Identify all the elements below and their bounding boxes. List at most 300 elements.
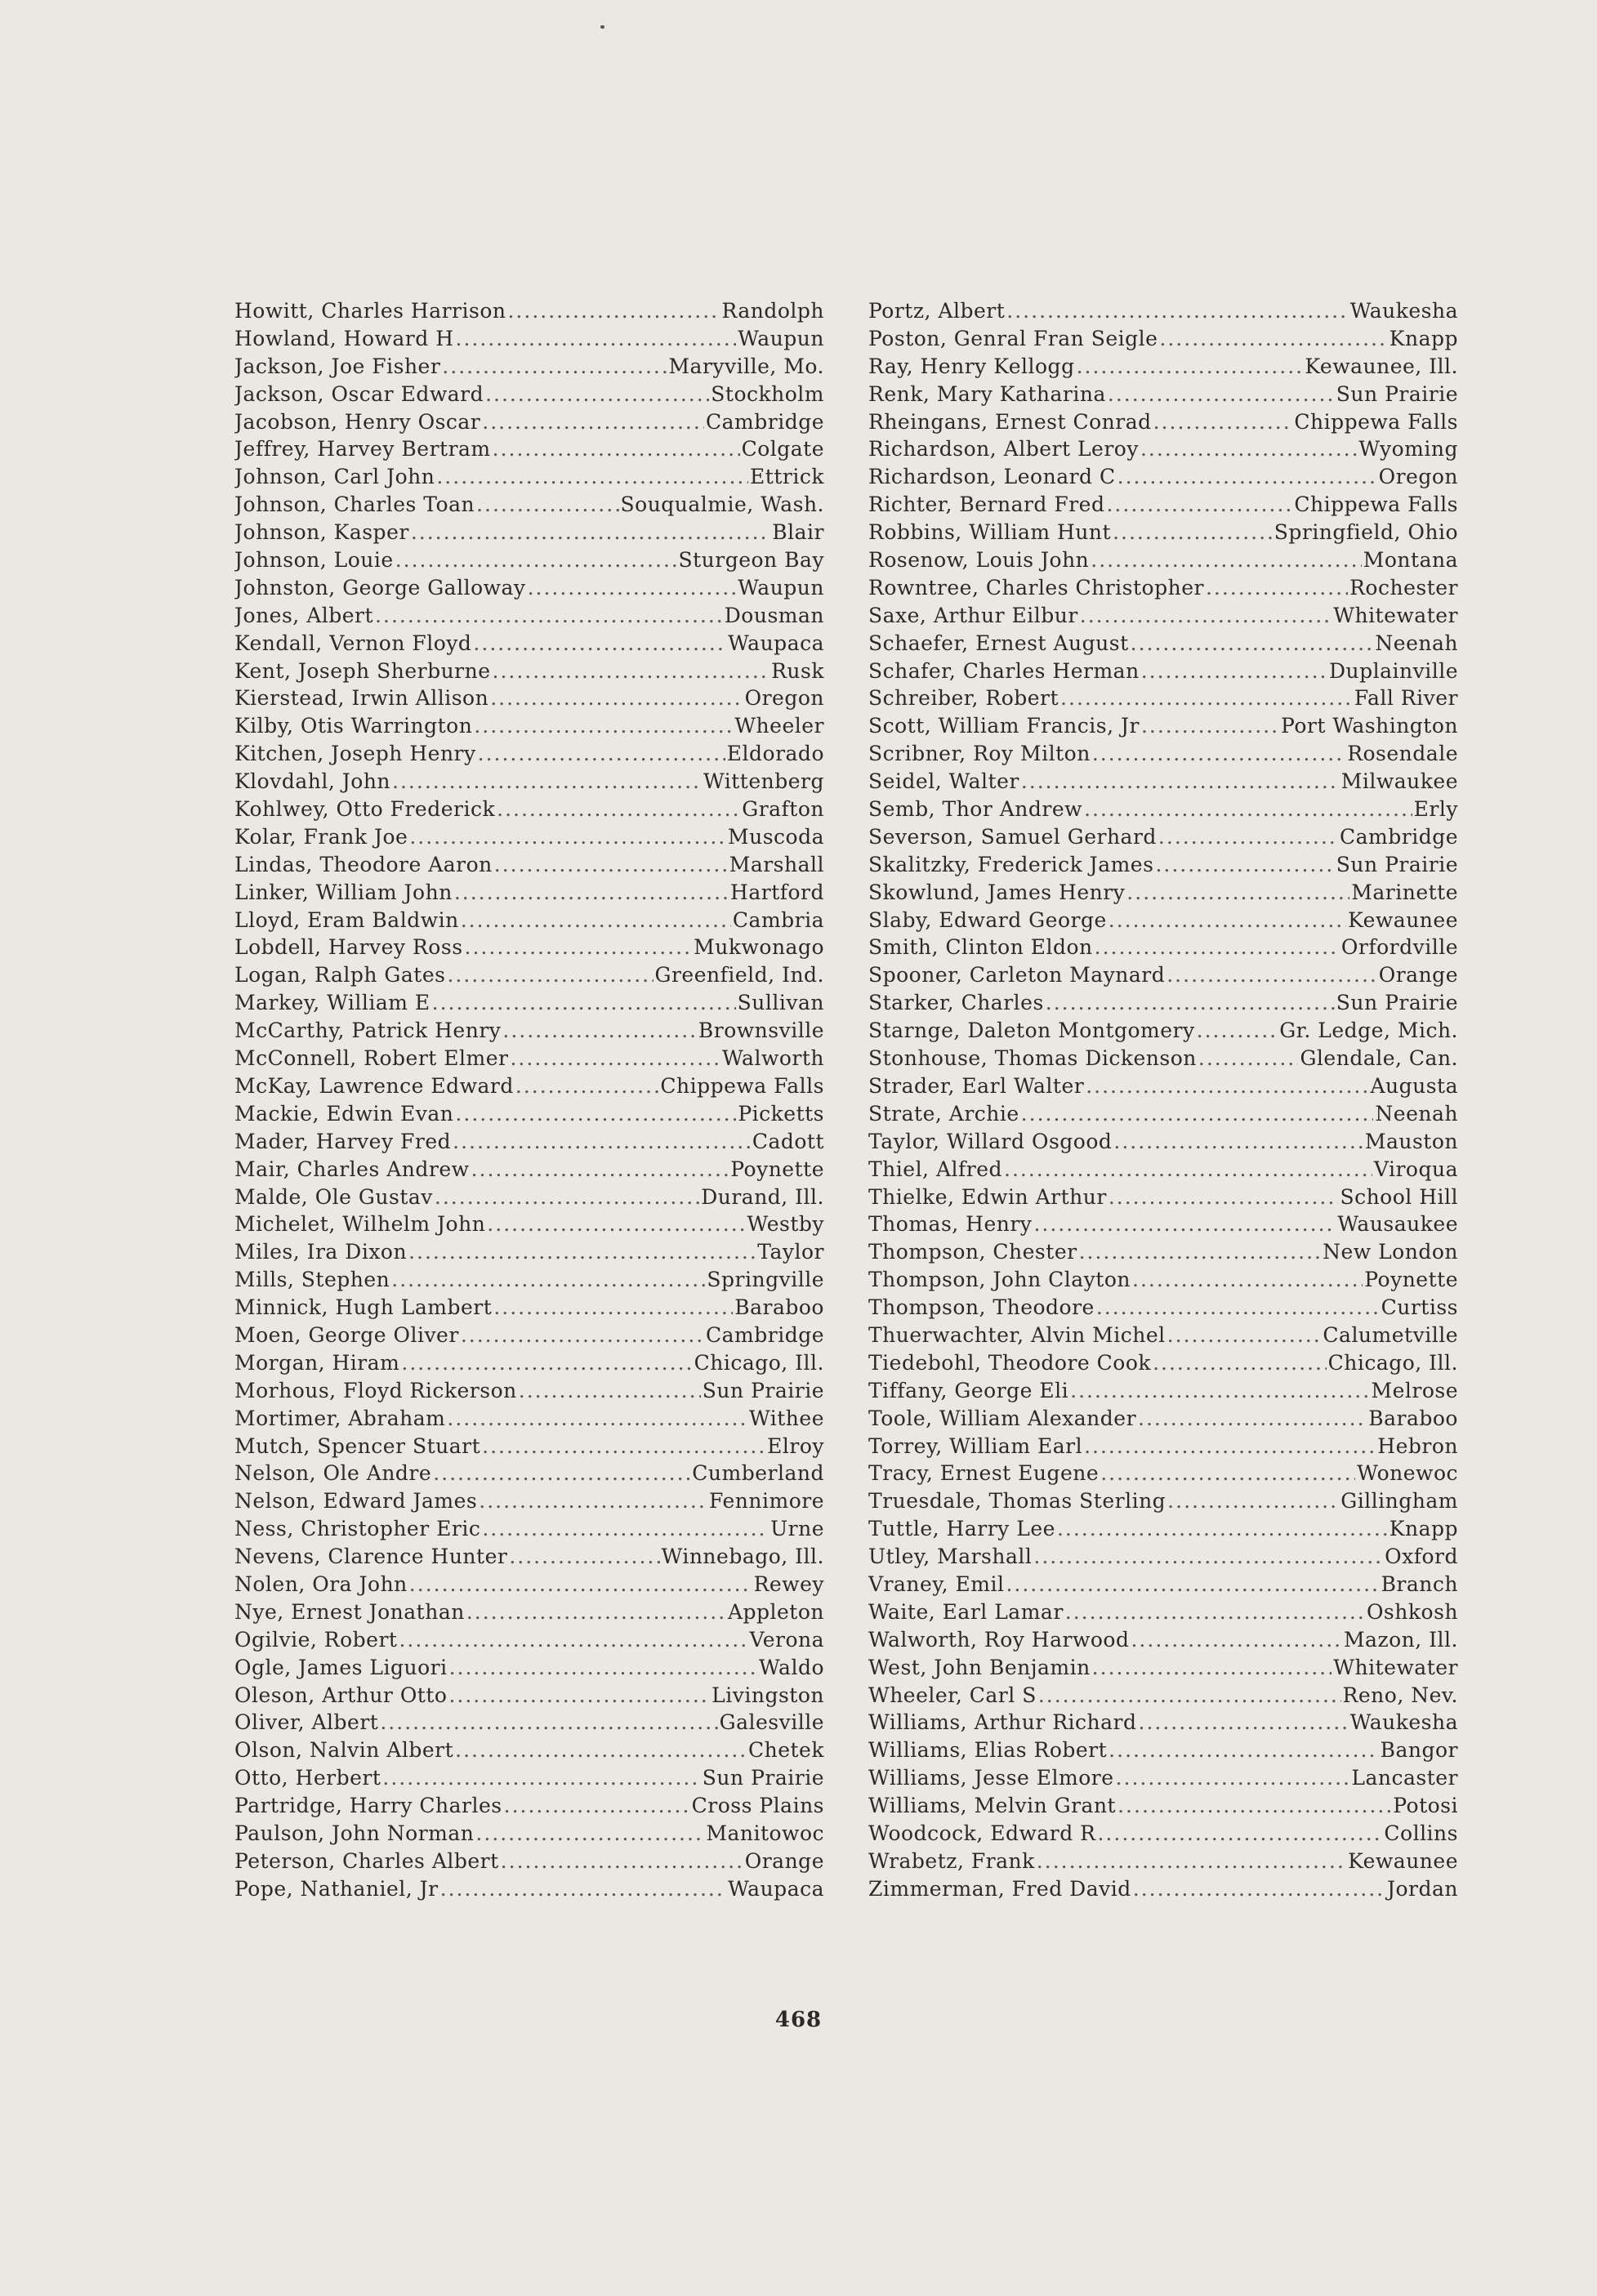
entry-place: Calumetville bbox=[1323, 1322, 1458, 1347]
entry-name: Mortimer, Abraham bbox=[234, 1406, 446, 1430]
entry-name: Otto, Herbert bbox=[234, 1766, 381, 1790]
directory-entry bbox=[234, 299, 824, 327]
directory-entry bbox=[868, 1240, 1458, 1268]
directory-entry bbox=[234, 1407, 824, 1434]
directory-entry bbox=[868, 520, 1458, 548]
entry-name: Rheingans, Ernest Conrad bbox=[868, 409, 1152, 434]
entry-place: Knapp bbox=[1389, 1517, 1458, 1541]
entry-name: Ray, Henry Kellogg bbox=[868, 354, 1075, 378]
directory-entry bbox=[868, 659, 1458, 687]
entry-name: Lobdell, Harvey Ross bbox=[234, 935, 463, 960]
entry-place: Maryville, Mo. bbox=[668, 354, 824, 378]
entry-place: Ettrick bbox=[750, 465, 824, 489]
directory-entry bbox=[234, 825, 824, 853]
dot-leader bbox=[478, 742, 725, 765]
dot-leader bbox=[1109, 908, 1346, 932]
entry-name: Schaefer, Ernest August bbox=[868, 631, 1129, 655]
entry-place: Milwaukee bbox=[1340, 769, 1458, 794]
entry-place: School Hill bbox=[1340, 1184, 1458, 1209]
directory-entry bbox=[234, 1517, 824, 1545]
entry-name: Skowlund, James Henry bbox=[868, 880, 1126, 904]
entry-place: Oxford bbox=[1385, 1545, 1458, 1569]
directory-entry bbox=[868, 327, 1458, 354]
directory-entry bbox=[234, 1572, 824, 1600]
directory-entry bbox=[868, 1738, 1458, 1766]
dot-leader bbox=[1117, 1794, 1391, 1817]
directory-entry bbox=[868, 991, 1458, 1019]
dot-leader bbox=[1109, 1185, 1339, 1209]
directory-entry bbox=[234, 437, 824, 465]
dot-leader bbox=[1158, 825, 1338, 849]
entry-place: Chippewa Falls bbox=[1294, 493, 1458, 517]
entry-place: Poynette bbox=[1364, 1268, 1458, 1292]
directory-entry bbox=[234, 1379, 824, 1407]
entry-place: Bangor bbox=[1380, 1738, 1458, 1763]
dot-leader bbox=[375, 604, 723, 627]
dot-leader bbox=[1077, 354, 1304, 378]
entry-place: Westby bbox=[747, 1212, 824, 1237]
directory-entry bbox=[234, 1019, 824, 1046]
entry-name: Jacobson, Henry Oscar bbox=[234, 409, 481, 434]
dot-leader bbox=[395, 548, 677, 572]
dot-leader bbox=[1060, 686, 1353, 710]
directory-entry bbox=[234, 1268, 824, 1295]
directory-entry bbox=[234, 1240, 824, 1268]
entry-name: Moen, George Oliver bbox=[234, 1322, 459, 1347]
entry-name: Olson, Nalvin Albert bbox=[234, 1738, 454, 1763]
entry-place: Sun Prairie bbox=[1336, 381, 1458, 406]
entry-name: Starnge, Daleton Montgomery bbox=[868, 1019, 1195, 1043]
entry-name: Lindas, Theodore Aaron bbox=[234, 852, 493, 876]
dot-leader bbox=[455, 1102, 736, 1126]
dot-leader bbox=[447, 963, 653, 987]
entry-name: Kolar, Frank Joe bbox=[234, 824, 408, 849]
directory-entry bbox=[234, 1821, 824, 1849]
entry-place: Fennimore bbox=[709, 1489, 824, 1514]
entry-place: Durand, Ill. bbox=[701, 1184, 824, 1209]
entry-name: Johnston, George Galloway bbox=[234, 575, 526, 600]
directory-entry bbox=[234, 714, 824, 742]
entry-name: Nelson, Edward James bbox=[234, 1489, 478, 1514]
entry-place: Rosendale bbox=[1347, 742, 1458, 766]
entry-name: Poston, Genral Fran Seigle bbox=[868, 326, 1158, 350]
dot-leader bbox=[509, 1545, 659, 1568]
entry-place: Galesville bbox=[719, 1710, 824, 1735]
entry-place: Oregon bbox=[1378, 465, 1458, 489]
directory-entry bbox=[868, 1295, 1458, 1323]
entry-name: Waite, Earl Lamar bbox=[868, 1599, 1064, 1624]
entry-place: Cumberland bbox=[692, 1461, 824, 1486]
entry-place: Wittenberg bbox=[703, 769, 824, 794]
dot-leader bbox=[485, 382, 709, 406]
dot-leader bbox=[1167, 1323, 1322, 1347]
entry-name: Lloyd, Eram Baldwin bbox=[234, 907, 459, 932]
directory-entry bbox=[868, 1379, 1458, 1407]
entry-name: Johnson, Louie bbox=[234, 548, 394, 573]
dot-leader bbox=[474, 714, 733, 738]
dot-leader bbox=[455, 1738, 747, 1762]
dot-leader bbox=[493, 659, 770, 683]
directory-entry bbox=[868, 604, 1458, 631]
dot-leader bbox=[482, 410, 704, 434]
dot-leader bbox=[504, 1794, 690, 1817]
entry-place: Branch bbox=[1381, 1572, 1458, 1596]
dot-leader bbox=[1065, 1600, 1365, 1624]
entry-place: Wyoming bbox=[1358, 437, 1458, 461]
directory-entry bbox=[868, 1268, 1458, 1295]
dot-leader bbox=[1021, 769, 1340, 793]
directory-entry bbox=[234, 1295, 824, 1323]
entry-place: Orange bbox=[744, 1848, 824, 1873]
dot-leader bbox=[1126, 881, 1349, 904]
directory-entry bbox=[234, 686, 824, 714]
entry-name: Miles, Ira Dixon bbox=[234, 1240, 408, 1264]
entry-name: Wheeler, Carl S bbox=[868, 1683, 1037, 1707]
dot-leader bbox=[1138, 1407, 1367, 1430]
entry-name: Woodcock, Edward R bbox=[868, 1821, 1096, 1845]
entry-name: Howland, Howard H bbox=[234, 326, 454, 350]
directory-entry bbox=[868, 1323, 1458, 1351]
directory-entry bbox=[868, 465, 1458, 493]
entry-place: Waukesha bbox=[1349, 1710, 1458, 1735]
entry-name: Ogle, James Liguori bbox=[234, 1655, 448, 1679]
dot-leader bbox=[447, 1407, 747, 1430]
entry-place: Viroqua bbox=[1373, 1157, 1458, 1181]
directory-entry bbox=[868, 437, 1458, 465]
entry-place: Marinette bbox=[1351, 880, 1458, 904]
entry-place: Gr. Ledge, Mich. bbox=[1279, 1019, 1458, 1043]
entry-name: Morhous, Floyd Rickerson bbox=[234, 1378, 517, 1402]
dot-leader bbox=[510, 1046, 720, 1070]
directory-entry bbox=[868, 576, 1458, 604]
dot-leader bbox=[1113, 1130, 1363, 1153]
directory-entry bbox=[234, 1102, 824, 1130]
entry-place: Lancaster bbox=[1351, 1766, 1458, 1790]
entry-place: Neenah bbox=[1375, 1101, 1458, 1126]
entry-name: Ness, Christopher Eric bbox=[234, 1517, 481, 1541]
entry-place: Sturgeon Bay bbox=[678, 548, 824, 573]
dot-leader bbox=[1117, 465, 1377, 488]
dot-leader bbox=[1131, 631, 1374, 655]
entry-place: Oshkosh bbox=[1366, 1599, 1458, 1624]
entry-place: Cambridge bbox=[706, 1322, 824, 1347]
entry-place: Curtiss bbox=[1381, 1295, 1458, 1320]
directory-entry bbox=[868, 853, 1458, 881]
directory-entry bbox=[234, 797, 824, 825]
directory-entry bbox=[234, 1849, 824, 1877]
dot-leader bbox=[461, 908, 731, 932]
dot-leader bbox=[1037, 1849, 1346, 1873]
entry-name: Strate, Archie bbox=[868, 1101, 1019, 1126]
entry-place: Waupaca bbox=[728, 631, 824, 655]
directory-entry bbox=[868, 1157, 1458, 1185]
directory-entry bbox=[868, 1351, 1458, 1379]
dot-leader bbox=[1167, 1489, 1339, 1513]
entry-name: Kilby, Otis Warrington bbox=[234, 714, 473, 738]
entry-name: Williams, Melvin Grant bbox=[868, 1794, 1117, 1818]
left-column bbox=[234, 299, 824, 1905]
entry-name: Thiel, Alfred bbox=[868, 1157, 1003, 1181]
entry-name: Tuttle, Harry Lee bbox=[868, 1517, 1055, 1541]
entry-place: Orange bbox=[1378, 963, 1458, 988]
dot-leader bbox=[515, 1074, 658, 1098]
directory-entry bbox=[868, 354, 1458, 382]
entry-name: Linker, William John bbox=[234, 880, 453, 904]
entry-place: Augusta bbox=[1370, 1073, 1458, 1098]
entry-name: Toole, William Alexander bbox=[868, 1406, 1137, 1430]
entry-name: Kitchen, Joseph Henry bbox=[234, 742, 476, 766]
entry-place: Cadott bbox=[752, 1129, 824, 1153]
entry-place: Withee bbox=[749, 1406, 824, 1430]
entry-name: Johnson, Kasper bbox=[234, 520, 409, 545]
entry-name: Nolen, Ora John bbox=[234, 1572, 408, 1596]
directory-entry bbox=[868, 1407, 1458, 1434]
entry-name: West, John Benjamin bbox=[868, 1655, 1091, 1679]
dot-leader bbox=[1033, 1545, 1383, 1568]
directory-entry bbox=[234, 1628, 824, 1656]
entry-place: Mauston bbox=[1364, 1129, 1458, 1153]
entry-place: Gillingham bbox=[1340, 1489, 1458, 1514]
dot-leader bbox=[1198, 1046, 1299, 1070]
dot-leader bbox=[465, 935, 693, 959]
entry-place: Poynette bbox=[730, 1157, 824, 1181]
entry-name: Taylor, Willard Osgood bbox=[868, 1129, 1113, 1153]
dot-leader bbox=[1086, 1074, 1368, 1098]
entry-name: Severson, Samuel Gerhard bbox=[868, 824, 1157, 849]
entry-place: Marshall bbox=[729, 852, 824, 876]
directory-entry bbox=[868, 1046, 1458, 1074]
entry-name: Smith, Clinton Eldon bbox=[868, 935, 1093, 960]
entry-name: Kent, Joseph Sherburne bbox=[234, 658, 491, 683]
dot-leader bbox=[476, 493, 618, 516]
entry-place: Chippewa Falls bbox=[1294, 409, 1458, 434]
entry-name: Mader, Harvey Fred bbox=[234, 1129, 452, 1153]
directory-entry bbox=[234, 1877, 824, 1905]
dot-leader bbox=[1038, 1683, 1341, 1707]
dot-leader bbox=[391, 1268, 705, 1291]
directory-entry bbox=[234, 1185, 824, 1213]
entry-name: Oliver, Albert bbox=[234, 1710, 379, 1735]
dot-leader bbox=[497, 797, 740, 821]
directory-entry bbox=[234, 742, 824, 769]
entry-name: Thompson, Chester bbox=[868, 1240, 1077, 1264]
dot-leader bbox=[1021, 1102, 1374, 1126]
dot-leader bbox=[507, 299, 720, 323]
entry-name: Richardson, Leonard C bbox=[868, 465, 1116, 489]
entry-place: Sun Prairie bbox=[1336, 991, 1458, 1015]
entry-name: Walworth, Roy Harwood bbox=[868, 1627, 1130, 1652]
directory-entry bbox=[234, 1710, 824, 1738]
directory-entry bbox=[868, 299, 1458, 327]
dot-leader bbox=[1159, 327, 1387, 350]
dot-leader bbox=[1141, 659, 1327, 683]
entry-place: Baraboo bbox=[734, 1295, 824, 1320]
entry-place: Livingston bbox=[712, 1683, 824, 1707]
dot-leader bbox=[1095, 935, 1340, 959]
entry-place: Erly bbox=[1413, 797, 1458, 822]
entry-name: Oleson, Arthur Otto bbox=[234, 1683, 448, 1707]
entry-name: Malde, Ole Gustav bbox=[234, 1184, 433, 1209]
entry-name: Scott, William Francis, Jr bbox=[868, 714, 1140, 738]
dot-leader bbox=[442, 354, 667, 378]
directory-entry bbox=[868, 908, 1458, 936]
dot-leader bbox=[433, 1461, 690, 1485]
directory-entry bbox=[234, 1656, 824, 1683]
entry-place: Greenfield, Ind. bbox=[654, 963, 824, 988]
directory-entry bbox=[234, 1600, 824, 1628]
directory-entry bbox=[234, 1461, 824, 1489]
directory-entry bbox=[234, 465, 824, 493]
entry-name: Logan, Ralph Gates bbox=[234, 963, 446, 988]
entry-place: Kewaunee bbox=[1348, 1848, 1458, 1873]
entry-name: Johnson, Charles Toan bbox=[234, 493, 475, 517]
entry-place: Cambridge bbox=[706, 409, 824, 434]
entry-place: New London bbox=[1323, 1240, 1458, 1264]
entry-name: McCarthy, Patrick Henry bbox=[234, 1019, 502, 1043]
entry-name: Semb, Thor Andrew bbox=[868, 797, 1083, 822]
entry-place: Colgate bbox=[741, 437, 824, 461]
directory-entry bbox=[234, 1212, 824, 1240]
dot-leader bbox=[1033, 1212, 1336, 1236]
directory-entry bbox=[868, 963, 1458, 991]
directory-entry bbox=[868, 410, 1458, 438]
dot-leader bbox=[1096, 1295, 1380, 1319]
dot-leader bbox=[448, 1683, 710, 1707]
entry-name: Williams, Jesse Elmore bbox=[868, 1766, 1114, 1790]
entry-name: Kierstead, Irwin Allison bbox=[234, 686, 489, 711]
dot-leader bbox=[493, 1295, 733, 1319]
entry-name: Mutch, Spencer Stuart bbox=[234, 1433, 481, 1458]
directory-entry bbox=[868, 1628, 1458, 1656]
entry-name: Robbins, William Hunt bbox=[868, 520, 1112, 545]
directory-entry bbox=[234, 1351, 824, 1379]
directory-entry bbox=[234, 935, 824, 963]
entry-place: Hartford bbox=[730, 880, 824, 904]
entry-place: Urne bbox=[770, 1517, 824, 1541]
dot-leader bbox=[1132, 1268, 1363, 1291]
dot-leader bbox=[471, 1157, 729, 1181]
entry-name: Strader, Earl Walter bbox=[868, 1073, 1085, 1098]
dot-leader bbox=[1197, 1019, 1278, 1042]
directory-entry bbox=[868, 1794, 1458, 1821]
directory-entry bbox=[234, 853, 824, 881]
dot-leader bbox=[1153, 410, 1293, 434]
entry-name: Michelet, Wilhelm John bbox=[234, 1212, 486, 1237]
entry-place: Springville bbox=[707, 1268, 824, 1292]
entry-place: Elroy bbox=[767, 1433, 824, 1458]
page-number: 468 bbox=[774, 2008, 823, 2032]
entry-name: Mair, Charles Andrew bbox=[234, 1157, 470, 1181]
entry-name: Thuerwachter, Alvin Michel bbox=[868, 1322, 1166, 1347]
directory-entry bbox=[234, 1323, 824, 1351]
entry-place: Manitowoc bbox=[706, 1821, 824, 1845]
entry-place: Blair bbox=[772, 520, 824, 545]
entry-place: Sun Prairie bbox=[702, 1378, 824, 1402]
dot-leader bbox=[456, 327, 737, 350]
directory-entry bbox=[234, 1794, 824, 1821]
entry-name: Vraney, Emil bbox=[868, 1572, 1005, 1596]
entry-name: Partridge, Harry Charles bbox=[234, 1794, 502, 1818]
entry-place: Chicago, Ill. bbox=[1327, 1350, 1458, 1375]
directory-entry bbox=[868, 1019, 1458, 1046]
entry-place: Grafton bbox=[742, 797, 824, 822]
directory-entry bbox=[868, 1877, 1458, 1905]
entry-name: Richter, Bernard Fred bbox=[868, 493, 1105, 517]
dot-leader bbox=[1004, 1157, 1372, 1181]
directory-entry bbox=[868, 825, 1458, 853]
entry-place: Jordan bbox=[1386, 1876, 1458, 1901]
dot-leader bbox=[1141, 714, 1279, 738]
entry-place: Waukesha bbox=[1349, 299, 1458, 323]
entry-place: Brownsville bbox=[698, 1019, 824, 1043]
entry-place: Montana bbox=[1363, 548, 1458, 573]
dot-leader bbox=[1139, 1710, 1349, 1734]
directory-entry bbox=[234, 604, 824, 631]
entry-place: Sullivan bbox=[737, 991, 824, 1015]
dot-leader bbox=[1100, 1461, 1355, 1485]
dot-leader bbox=[436, 465, 748, 488]
dot-leader bbox=[411, 520, 770, 544]
entry-place: Cross Plains bbox=[691, 1794, 824, 1818]
directory-entry bbox=[868, 742, 1458, 769]
entry-name: Thomas, Henry bbox=[868, 1212, 1033, 1237]
entry-name: Spooner, Carleton Maynard bbox=[868, 963, 1166, 988]
entry-place: Rewey bbox=[753, 1572, 824, 1596]
dot-leader bbox=[1140, 437, 1357, 461]
dot-leader bbox=[1109, 1738, 1378, 1762]
entry-name: Saxe, Arthur Eilbur bbox=[868, 603, 1078, 627]
entry-name: Williams, Arthur Richard bbox=[868, 1710, 1137, 1735]
dot-leader bbox=[473, 631, 726, 655]
directory-entry bbox=[868, 1489, 1458, 1517]
entry-name: Torrey, William Earl bbox=[868, 1433, 1083, 1458]
entry-place: Neenah bbox=[1375, 631, 1458, 655]
directory-entry bbox=[868, 1572, 1458, 1600]
directory-entry bbox=[234, 1074, 824, 1102]
dot-leader bbox=[382, 1766, 700, 1790]
dot-leader bbox=[1131, 1628, 1341, 1652]
dot-leader bbox=[408, 1240, 756, 1264]
dot-leader bbox=[519, 1379, 701, 1402]
directory-entry bbox=[234, 410, 824, 438]
dot-leader bbox=[482, 1517, 769, 1540]
entry-place: Kewaunee, Ill. bbox=[1305, 354, 1458, 378]
directory-entry bbox=[868, 1766, 1458, 1794]
dot-leader bbox=[1106, 493, 1292, 516]
entry-place: Orfordville bbox=[1340, 935, 1458, 960]
dot-leader bbox=[440, 1877, 727, 1901]
entry-place: Hebron bbox=[1377, 1433, 1458, 1458]
dot-leader bbox=[392, 769, 702, 793]
entry-name: Thielke, Edwin Arthur bbox=[868, 1184, 1107, 1209]
entry-place: Waupun bbox=[738, 326, 824, 350]
entry-name: Thompson, Theodore bbox=[868, 1295, 1095, 1320]
directory-entry bbox=[868, 1545, 1458, 1572]
dot-leader bbox=[409, 825, 726, 849]
dot-leader bbox=[501, 1849, 743, 1873]
entry-place: Potosi bbox=[1393, 1794, 1458, 1818]
dot-leader bbox=[1084, 1434, 1376, 1458]
entry-place: Wheeler bbox=[734, 714, 824, 738]
dot-leader bbox=[435, 1185, 699, 1209]
directory-entry bbox=[868, 493, 1458, 520]
entry-place: Kewaunee bbox=[1348, 907, 1458, 932]
entry-name: Morgan, Hiram bbox=[234, 1350, 400, 1375]
entry-place: Waupaca bbox=[728, 1876, 824, 1901]
dot-leader bbox=[1153, 1351, 1327, 1375]
dot-leader bbox=[466, 1600, 726, 1624]
entry-name: Minnick, Hugh Lambert bbox=[234, 1295, 493, 1320]
